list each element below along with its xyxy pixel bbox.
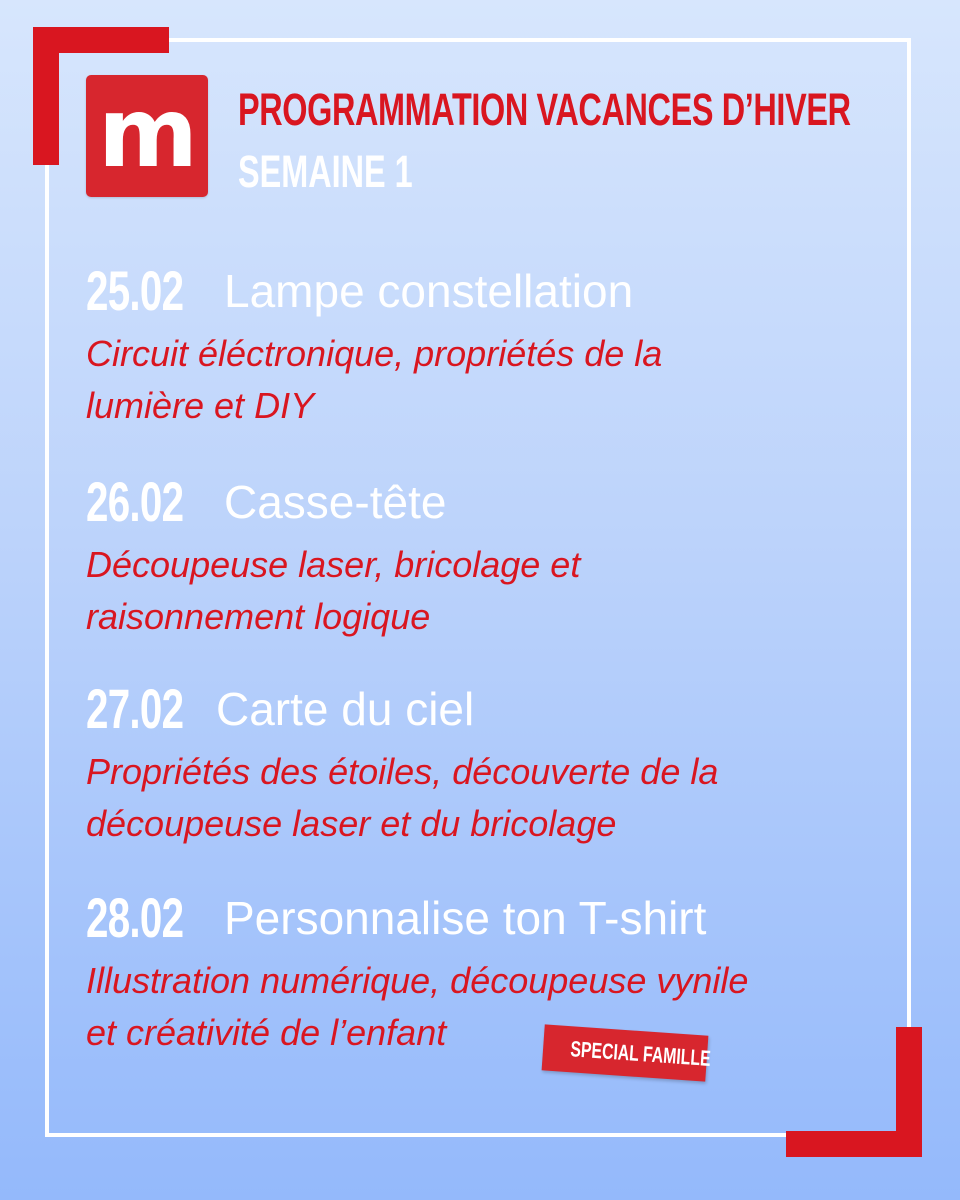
event-description-line: raisonnement logique (86, 596, 431, 637)
event-name: Lampe constellation (224, 265, 634, 317)
event-date: 27.02 (86, 677, 184, 740)
event-date: 26.02 (86, 470, 184, 533)
page-subtitle: SEMAINE 1 (238, 146, 413, 197)
event-description (86, 955, 886, 1059)
badge-label: SPECIAL FAMILLE (569, 1036, 712, 1071)
event-description-line: lumière et DIY (86, 385, 315, 426)
event-description-line: Propriétés des étoiles, découverte de la (86, 751, 719, 792)
event-name: Carte du ciel (216, 683, 475, 735)
event-name: Casse-tête (224, 476, 447, 528)
event-name: Personnalise ton T-shirt (224, 892, 707, 944)
logo-letter: m (97, 77, 197, 189)
event-description (86, 539, 886, 643)
event-item-4 (86, 883, 886, 1059)
event-description-line: et créativité de l’enfant (86, 1012, 447, 1053)
event-description-line: Circuit éléctronique, propriétés de la (86, 333, 663, 374)
event-description (86, 746, 886, 850)
event-date: 28.02 (86, 886, 184, 949)
event-date: 25.02 (86, 259, 184, 322)
event-description (86, 328, 886, 432)
event-item-3 (86, 674, 886, 850)
event-description-line: Découpeuse laser, bricolage et (86, 544, 581, 585)
event-item-1 (86, 256, 886, 432)
event-description-line: Illustration numérique, découpeuse vynile (86, 960, 749, 1001)
brand-logo (86, 75, 208, 197)
page-title: PROGRAMMATION VACANCES D’HIVER (238, 84, 851, 135)
event-description-line: découpeuse laser et du bricolage (86, 803, 617, 844)
event-item-2 (86, 467, 886, 643)
